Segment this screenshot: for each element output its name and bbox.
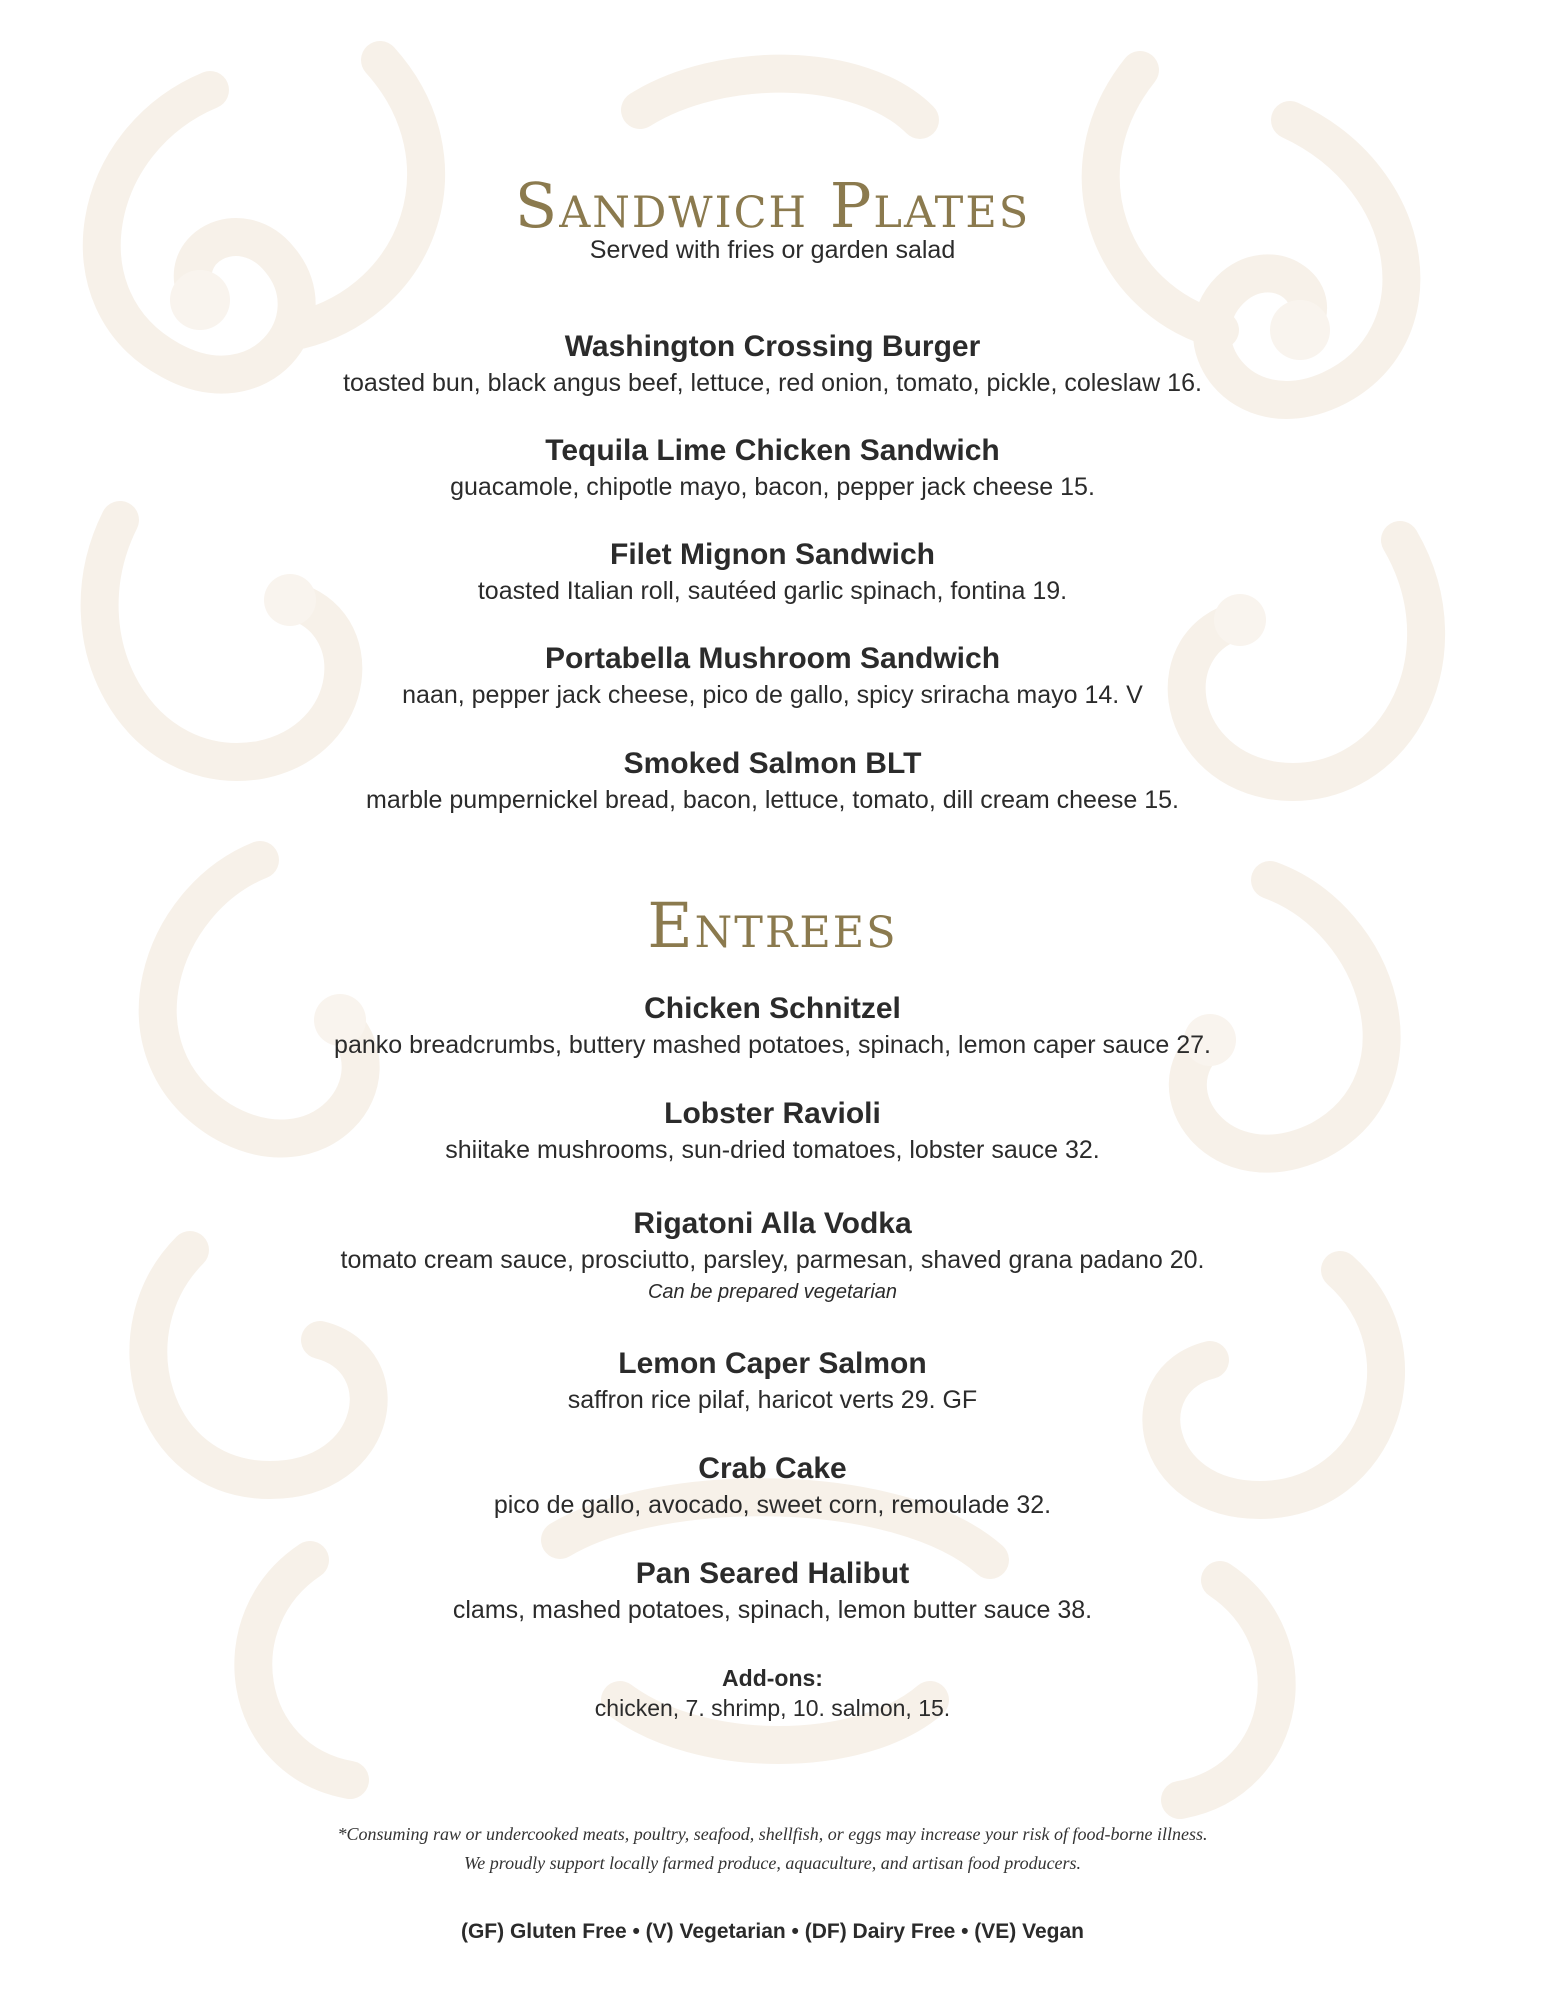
sandwich-plates-subtitle: Served with fries or garden salad: [589, 236, 956, 264]
menu-item: [0, 745, 1545, 817]
item-name: Lemon Caper Salmon: [618, 1347, 927, 1380]
item-description: shiitake mushrooms, sun-dried tomatoes, lobster sauce 32.: [445, 1136, 1100, 1164]
add-ons-list: chicken, 7. shrimp, 10. salmon, 15.: [594, 1695, 951, 1721]
menu-item: [0, 1345, 1545, 1417]
menu-item: [0, 1205, 1545, 1307]
item-name: Crab Cake: [698, 1452, 847, 1485]
entrees-heading: Entrees: [647, 889, 898, 962]
item-description: tomato cream sauce, prosciutto, parsley, parmesan, shaved grana padano 20.: [340, 1246, 1205, 1274]
add-ons-title: Add-ons:: [722, 1665, 823, 1691]
disclaimer-line: *Consuming raw or undercooked meats, poultry, seafood, shellfish, or eggs may increase your risk of food-borne illness.: [337, 1824, 1208, 1844]
add-ons-section: [0, 1663, 1545, 1723]
item-description: saffron rice pilaf, haricot verts 29. GF: [567, 1386, 978, 1414]
item-description: marble pumpernickel bread, bacon, lettuce, tomato, dill cream cheese 15.: [366, 786, 1179, 814]
item-description: clams, mashed potatoes, spinach, lemon butter sauce 38.: [452, 1596, 1093, 1624]
item-name: Chicken Schnitzel: [644, 992, 901, 1025]
item-description: panko breadcrumbs, buttery mashed potatoes, spinach, lemon caper sauce 27.: [334, 1031, 1211, 1059]
item-name: Portabella Mushroom Sandwich: [544, 642, 1001, 675]
item-description: toasted bun, black angus beef, lettuce, red onion, tomato, pickle, coleslaw 16.: [343, 369, 1202, 397]
menu-item: [0, 990, 1545, 1062]
menu-item: [0, 432, 1545, 504]
menu-item: [0, 640, 1545, 712]
menu-item: [0, 1555, 1545, 1627]
item-description: pico de gallo, avocado, sweet corn, remoulade 32.: [493, 1491, 1052, 1519]
menu-item: [0, 1095, 1545, 1167]
item-name: Lobster Ravioli: [664, 1097, 881, 1130]
menu-item: [0, 1450, 1545, 1522]
item-name: Smoked Salmon BLT: [623, 747, 922, 780]
item-name: Rigatoni Alla Vodka: [633, 1207, 912, 1240]
item-name: Washington Crossing Burger: [564, 330, 981, 363]
item-description: guacamole, chipotle mayo, bacon, pepper jack cheese 15.: [450, 473, 1095, 501]
item-note: Can be prepared vegetarian: [647, 1281, 898, 1303]
menu-item: [0, 328, 1545, 400]
item-description: naan, pepper jack cheese, pico de gallo, spicy sriracha mayo 14. V: [402, 681, 1143, 709]
menu-item: [0, 536, 1545, 608]
disclaimer-line: We proudly support locally farmed produce, aquaculture, and artisan food producers.: [463, 1853, 1082, 1873]
dietary-legend: (GF) Gluten Free • (V) Vegetarian • (DF) Dairy Free • (VE) Vegan: [460, 1920, 1085, 1943]
sandwich-plates-heading: Sandwich Plates: [514, 169, 1031, 242]
item-description: toasted Italian roll, sautéed garlic spinach, fontina 19.: [477, 577, 1068, 605]
item-name: Pan Seared Halibut: [635, 1557, 910, 1590]
food-safety-disclaimer: [0, 1820, 1545, 1878]
item-name: Filet Mignon Sandwich: [610, 538, 935, 571]
item-name: Tequila Lime Chicken Sandwich: [545, 434, 1000, 467]
